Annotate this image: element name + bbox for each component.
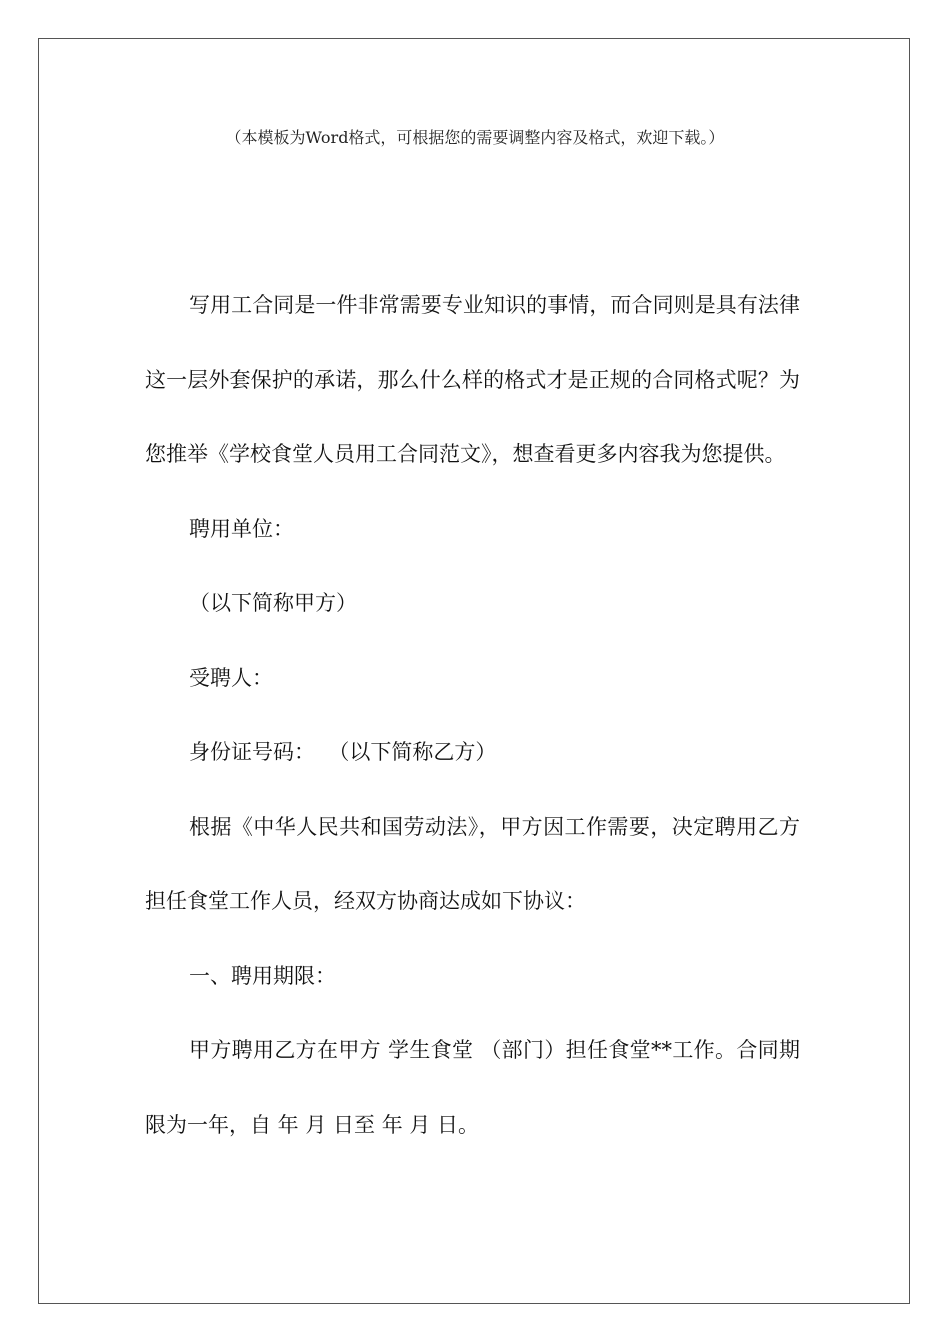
section-one-heading: 一、聘用期限： [189, 963, 336, 988]
employment-term-paragraph: 甲方聘用乙方在甲方 学生食堂 （部门）担任食堂**工作。合同期限为一年，自 年 月 日至 年 月 日。 [145, 1038, 800, 1137]
party-a-note: （以下简称甲方） [189, 591, 357, 615]
employee-line: 受聘人： [189, 665, 273, 690]
employer-line: 聘用单位： [189, 516, 294, 541]
agreement-basis-paragraph: 根据《中华人民共和国劳动法》，甲方因工作需要，决定聘用乙方担任食堂工作人员，经双方协商达成如下协议： [145, 814, 800, 913]
template-note: （本模板为Word格式，可根据您的需要调整内容及格式，欢迎下载。） [225, 128, 725, 147]
intro-paragraph: 写用工合同是一件非常需要专业知识的事情，而合同则是具有法律这一层外套保护的承诺，那么什么样的格式才是正规的合同格式呢？为您推举《学校食堂人员用工合同范文》，想查看更多内容我为您提供。 [145, 293, 800, 466]
document-body [145, 268, 800, 1162]
id-number-line: 身份证号码： （以下简称乙方） [189, 740, 497, 764]
